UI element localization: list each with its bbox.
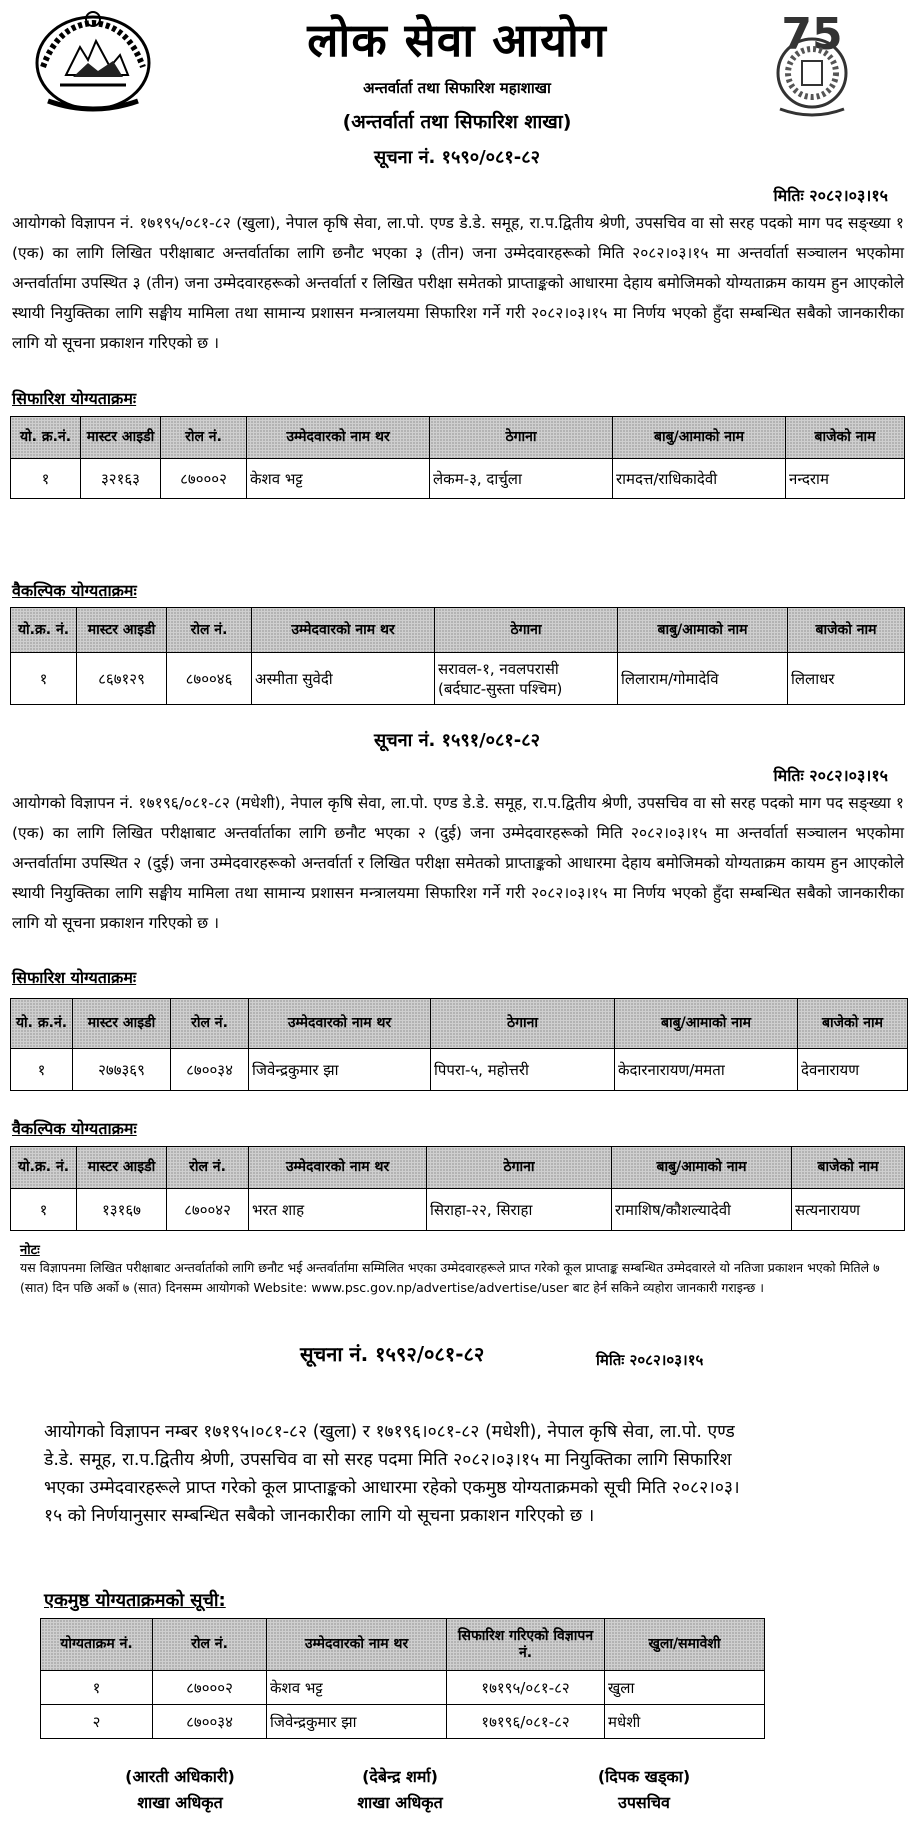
merit-list-heading: एकमुष्ठ योग्यताक्रमको सूची: [44, 1590, 226, 1611]
org-name: लोक सेवा आयोग [307, 13, 607, 67]
table-header-row: यो. क्र.नं. मास्टर आइडी रोल नं. उम्मेदवारको नाम थर ठेगाना बाबु/आमाको नाम बाजेको नाम [11, 999, 908, 1049]
alternate-table [10, 1146, 905, 1231]
recommended-heading: सिफारिश योग्यताक्रमः [12, 968, 137, 987]
signatory-title: शाखा अधिकृत [137, 1793, 223, 1812]
alternate-heading: वैकल्पिक योग्यताक्रमः [12, 1119, 137, 1138]
signatory-name: (आरती अधिकारी) [125, 1767, 235, 1786]
notice-date: मितिः २०८२।०३।१५ [773, 766, 888, 785]
table-row: १ १३१६७ ८७००४२ भरत शाह सिराहा-२२, सिराहा रामाशिष/कौशल्यादेवी सत्यनारायण [11, 1189, 905, 1231]
logo-75-text: 75 [781, 9, 843, 60]
signatory-name: (दिपक खड्का) [597, 1767, 691, 1786]
note-heading: नोटः [20, 1243, 40, 1258]
note-text: यस विज्ञापनमा लिखित परीक्षाबाट अन्तर्वार्ताको लागि छनौट भई अन्तर्वार्तामा सम्मिलित भएका उम्मेदवारहरूले प्राप्त गरेको कूल प्राप्ताङ्क सम्बन्धित उम्मेदवारले यो नतिजा प्रकाशन भएको मितिले ७ (सात) दिन पछि अर्को ७ (सात) दिनसम्म आयोगको Website: www.psc.gov.np/advertise/advertise/user बाट हेर्न सकिने व्यहोरा जानकारी गराइन्छ । [20, 1260, 880, 1295]
recommended-table [10, 416, 905, 499]
table-header-row: यो.क्र. नं. मास्टर आइडी रोल नं. उम्मेदवारको नाम थर ठेगाना बाबु/आमाको नाम बाजेको नाम [11, 608, 905, 653]
table-row: १ ८७०००२ केशव भट्ट १७१९५/०८१-८२ खुला [41, 1671, 765, 1705]
signature-block [300, 1764, 500, 1816]
signatory-title: शाखा अधिकृत [357, 1793, 443, 1812]
recommended-heading: सिफारिश योग्यताक्रमः [12, 389, 137, 408]
table-row: २ ८७००३४ जिवेन्द्रकुमार झा १७१९६/०८१-८२ मधेशी [41, 1705, 765, 1739]
notice-body: आयोगको विज्ञापन नं. १७१९६/०८१-८२ (मधेशी), नेपाल कृषि सेवा, ला.पो. एण्ड डे.डे. समूह, रा.प.द्वितीय श्रेणी, उपसचिव वा सो सरह पदको माग पद सङ्ख्या १ (एक) का लागि लिखित परीक्षाबाट अन्तर्वार्ताका लागि छनौट भएका २ (दुई) जना उम्मेदवारहरूको मिति २०८२।०३।१५ मा अन्तर्वार्ता सञ्चालन भएकोमा अन्तर्वार्तामा उपस्थित २ (दुई) जना उम्मेदवारहरूको अन्तर्वार्ता र लिखित परीक्षा समेतको प्राप्ताङ्कको आधारमा देहाय बमोजिमको योग्यताक्रम कायम हुन आएकोले स्थायी नियुक्तिका लागि सङ्घीय मामिला तथा सामान्य प्रशासन मन्त्रालयमा सिफारिश गर्ने गरी २०८२।०३।१५ मा निर्णय भएको हुँदा सम्बन्धित सबैको जानकारीका लागि यो सूचना प्रकाशन गरिएको छ । [12, 794, 904, 932]
notice-date: मितिः २०८२।०३।१५ [773, 186, 888, 205]
signature-block [80, 1764, 280, 1816]
table-header-row: योग्यताक्रम नं. रोल नं. उम्मेदवारको नाम थर सिफारिश गरिएको विज्ञापन नं. खुला/समावेशी [41, 1619, 765, 1671]
notice-body: आयोगको विज्ञापन नं. १७१९५/०८१-८२ (खुला), नेपाल कृषि सेवा, ला.पो. एण्ड डे.डे. समूह, रा.प.द्वितीय श्रेणी, उपसचिव वा सो सरह पदको माग पद सङ्ख्या १ (एक) का लागि लिखित परीक्षाबाट अन्तर्वार्ताका लागि छनौट भएका ३ (तीन) जना उम्मेदवारहरूको मिति २०८२।०३।१५ मा अन्तर्वार्ता सञ्चालन भएकोमा अन्तर्वार्तामा उपस्थित ३ (तीन) जना उम्मेदवारहरूको अन्तर्वार्ता र लिखित परीक्षा समेतको प्राप्ताङ्कको आधारमा देहाय बमोजिमको योग्यताक्रम कायम हुन आएकोले स्थायी नियुक्तिका लागि सङ्घीय मामिला तथा सामान्य प्रशासन मन्त्रालयमा सिफारिश गर्ने गरी २०८२।०३।१५ मा निर्णय भएको हुँदा सम्बन्धित सबैको जानकारीका लागि यो सूचना प्रकाशन गरिएको छ । [12, 214, 904, 352]
division-name: अन्तर्वार्ता तथा सिफारिश महाशाखा [363, 79, 551, 97]
merit-list-table [40, 1618, 765, 1739]
signature-block [544, 1764, 744, 1816]
notice-number: सूचना नं. १५९२/०८१-८२ [300, 1342, 485, 1366]
alternate-heading: वैकल्पिक योग्यताक्रमः [12, 581, 137, 600]
notice-number: सूचना नं. १५९०/०८१-८२ [374, 147, 540, 168]
recommended-table [10, 998, 908, 1091]
table-header-row: यो. क्र.नं. मास्टर आइडी रोल नं. उम्मेदवारको नाम थर ठेगाना बाबु/आमाको नाम बाजेको नाम [11, 417, 905, 459]
table-row: १ २७७३६९ ८७००३४ जिवेन्द्रकुमार झा पिपरा-५, महोत्तरी केदारनारायण/ममता देवनारायण [11, 1049, 908, 1091]
table-row: १ ३२१६३ ८७०००२ केशव भट्ट लेकम-३, दार्चुला रामदत्त/राधिकादेवी नन्दराम [11, 459, 905, 499]
section-name: (अन्तर्वार्ता तथा सिफारिश शाखा) [342, 111, 572, 133]
table-row: १ ८६७१२९ ८७००४६ अस्मीता सुवेदी सरावल-१, नवलपरासी (बर्दघाट-सुस्ता पश्चिम) लिलाराम/गोमादेवि लिलाधर [11, 653, 905, 705]
anniversary-logo [766, 5, 858, 117]
signatory-name: (देबेन्द्र शर्मा) [362, 1767, 438, 1786]
table-header-row: यो.क्र. नं. मास्टर आइडी रोल नं. उम्मेदवारको नाम थर ठेगाना बाबु/आमाको नाम बाजेको नाम [11, 1147, 905, 1189]
notice-date: मितिः २०८२।०३।१५ [596, 1351, 704, 1369]
notice-number: सूचना नं. १५९१/०८१-८२ [374, 730, 540, 751]
alternate-table [10, 607, 905, 705]
signatory-title: उपसचिव [618, 1793, 670, 1812]
notice-body: आयोगको विज्ञापन नम्बर १७१९५।०८१-८२ (खुला) र १७१९६।०८१-८२ (मधेशी), नेपाल कृषि सेवा, ला.पो. एण्ड डे.डे. समूह, रा.प.द्वितीय श्रेणी, उपसचिव वा सो सरह पदमा मिति २०८२।०३।१५ मा नियुक्तिका लागि सिफारिश भएका उम्मेदवारहरूले प्राप्त गरेको कूल प्राप्ताङ्कको आधारमा रहेको एकमुष्ठ योग्यताक्रमको सूची मिति २०८२।०३।१५ को निर्णयानुसार सम्बन्धित सबैको जानकारीका लागि यो सूचना प्रकाशन गरिएको छ । [44, 1422, 740, 1526]
